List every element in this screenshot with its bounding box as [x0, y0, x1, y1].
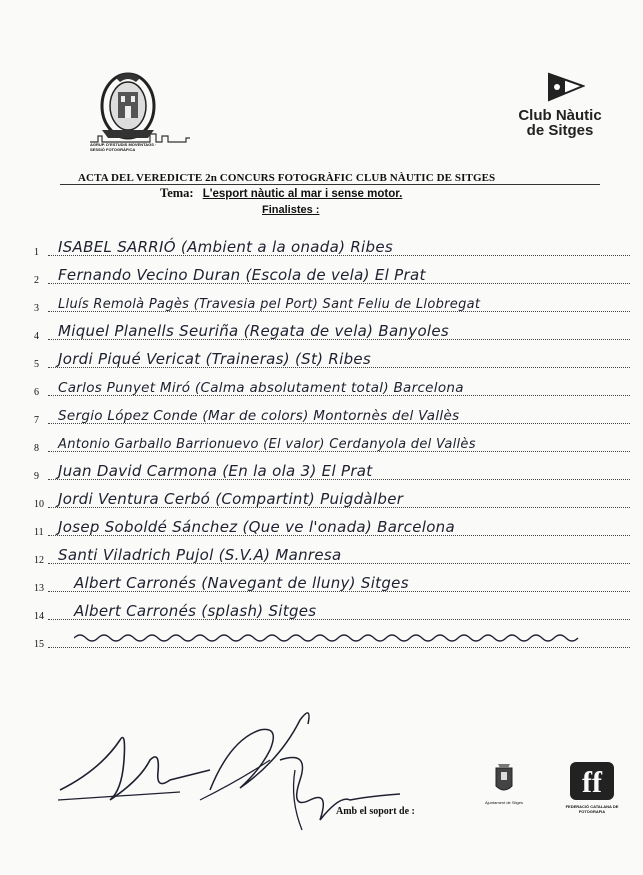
- finalist-row: [34, 346, 634, 370]
- finalist-row: [34, 374, 634, 398]
- document-title: ACTA DEL VEREDICTE 2n CONCURS FOTOGRÀFIC CLUB NÀUTIC DE SITGES: [78, 172, 496, 184]
- row-number: 13: [34, 583, 44, 594]
- finalist-row: [34, 542, 634, 566]
- theme-label: Tema:: [160, 186, 194, 200]
- row-number: 3: [34, 303, 39, 314]
- finalist-row: [34, 626, 634, 650]
- pennant-flag-icon: [545, 70, 585, 104]
- finalist-row: [34, 402, 634, 426]
- finalist-row: [34, 318, 634, 342]
- row-number: 15: [34, 639, 44, 650]
- finalist-row: [34, 262, 634, 286]
- row-number: 11: [34, 527, 44, 538]
- association-logo: [90, 70, 200, 160]
- dotted-line: [48, 647, 630, 648]
- finalist-row: [34, 458, 634, 482]
- row-number: 6: [34, 387, 39, 398]
- finalist-entry: Lluís Remolà Pagès (Travesia pel Port) Sant Feliu de Llobregat: [58, 297, 481, 312]
- finalist-entry: Albert Carronés (splash) Sitges: [74, 602, 317, 620]
- svg-text:ff: ff: [582, 766, 602, 799]
- finalist-entry: Josep Soboldé Sánchez (Que ve l'onada) Barcelona: [58, 518, 455, 536]
- finalist-row: [34, 570, 634, 594]
- row-number: 4: [34, 331, 39, 342]
- row-number: 10: [34, 499, 44, 510]
- support-label: Amb el soport de :: [336, 806, 415, 817]
- row-number: 14: [34, 611, 44, 622]
- club-name-line2: de Sitges: [526, 122, 594, 139]
- theme-line: [160, 186, 402, 201]
- title-divider: [60, 184, 600, 185]
- row-number: 12: [34, 555, 44, 566]
- club-name: [500, 108, 620, 138]
- finalist-entry: Fernando Vecino Duran (Escola de vela) El Prat: [58, 266, 426, 284]
- club-nautic-logo: [500, 70, 620, 150]
- finalist-entry: Jordi Ventura Cerbó (Compartint) Puigdàlber: [58, 490, 404, 508]
- finalist-entry: Juan David Carmona (En la ola 3) El Prat: [58, 462, 373, 480]
- ajuntament-sitges-logo: [474, 760, 534, 810]
- finalist-row: [34, 486, 634, 510]
- finalist-entry: Carlos Punyet Miró (Calma absolutament total) Barcelona: [58, 380, 464, 396]
- finalist-entry: Santi Viladrich Pujol (S.V.A) Manresa: [58, 546, 342, 564]
- sitges-caption: Ajuntament de Sitges: [484, 800, 524, 805]
- row-number: 9: [34, 471, 39, 482]
- finalist-row: [34, 430, 634, 454]
- row-number: 7: [34, 415, 39, 426]
- federacio-logo: [562, 758, 622, 818]
- finalist-row: [34, 598, 634, 622]
- row-number: 8: [34, 443, 39, 454]
- club-name-line1: Club Nàutic: [518, 107, 602, 124]
- row-number: 1: [34, 247, 39, 258]
- finalist-entry: Miquel Planells Seuriña (Regata de vela) Banyoles: [58, 322, 450, 340]
- finalist-row: [34, 290, 634, 314]
- ff-monogram-icon: [562, 758, 622, 804]
- shield-icon: [474, 760, 534, 800]
- signatures-icon: [40, 700, 420, 840]
- fed-caption: FEDERACIÓ CATALANA DE FOTOGRAFIA: [565, 804, 619, 814]
- finalist-row: [34, 234, 634, 258]
- row-number: 5: [34, 359, 39, 370]
- finalist-entry: Albert Carronés (Navegant de lluny) Sitges: [74, 574, 409, 592]
- finalist-row: [34, 514, 634, 538]
- theme-value: L'esport nàutic al mar i sense motor.: [202, 188, 403, 200]
- finalist-entry: Jordi Piqué Vericat (Traineras) (St) Ribes: [58, 350, 372, 368]
- finalist-entry: ISABEL SARRIÓ (Ambient a la onada) Ribes: [58, 238, 393, 256]
- row-number: 2: [34, 275, 39, 286]
- finalist-entry: Sergio López Conde (Mar de colors) Montornès del Vallès: [58, 408, 460, 424]
- scribble-line-icon: [74, 630, 594, 644]
- finalist-entry: Antonio Garballo Barrionuevo (El valor) Cerdanyola del Vallès: [58, 437, 476, 452]
- left-logo-caption: AGRUP. D'ESTUDIS MOVENTAGS · SESSIÓ FOTOGRÀFICA: [90, 142, 157, 152]
- finalists-heading: Finalistes :: [262, 204, 320, 216]
